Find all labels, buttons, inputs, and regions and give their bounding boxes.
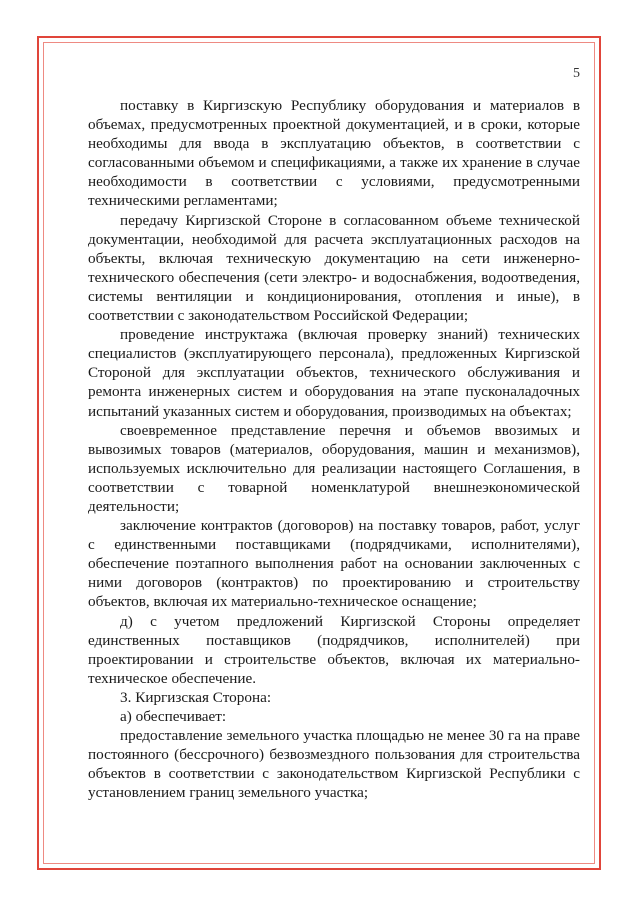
paragraph-land-plot: предоставление земельного участка площадью не менее 30 га на праве постоянного (бессрочного) безвозмездного пользования для строительства объектов в соответствии с законодательством Киргизской Республики с установлением границ земельного участка; (88, 727, 580, 802)
paragraph-technical-documentation: передачу Киргизской Стороне в согласованном объеме технической документации, необходимой для расчета эксплуатационных расходов на объекты, включая техническую документацию на сети инженерно-технического обеспечения (сети электро- и водоснабжения, водоотведения, системы вентиляции и кондиционирования, отопления и иные), в соответствии с законодательством Российской Федерации; (88, 211, 580, 325)
paragraph-item-a: а) обеспечивает: (120, 708, 227, 725)
paragraph-goods-list: своевременное представление перечня и объемов ввозимых и вывозимых товаров (материалов, оборудования, машин и механизмов), используемых исключительно для реализации настоящего Соглашения, в соответствии с товарной номенклатурой внешнеэкономической деятельности; (88, 421, 580, 515)
paragraph-staff-instruction: проведение инструктажа (включая проверку знаний) технических специалистов (эксплуатирующего персонала), предложенных Киргизской Стороной для эксплуатации объектов, технического обслуживания и ремонта инженерных систем и оборудования на этапе пусконаладочных испытаний указанных систем и оборудования, производимых на объектах; (88, 326, 580, 420)
paragraph-equipment-supply: поставку в Киргизскую Республику оборудования и материалов в объемах, предусмотренных проектной документацией, и в сроки, которые необходимы для ввода в эксплуатацию объектов, в соответствии с согласованными объемом и спецификациями, а также их хранение в случае необходимости в соответствии с условиями, предусмотренными техническими регламентами; (88, 97, 580, 210)
paragraph-item-d: д) с учетом предложений Киргизской Стороны определяет единственных поставщиков (подрядчиков, исполнителей) при проектировании и строительстве объектов, включая их материально-техническое обеспечение. (88, 612, 580, 687)
paragraph-contracts: заключение контрактов (договоров) на поставку товаров, работ, услуг с единственными поставщиками (подрядчиками, исполнителями), обеспечение поэтапного выполнения работ на основании заключенных с ними договоров (контрактов) по проектированию и строительству объектов, включая их материально-техническое оснащение; (88, 517, 580, 611)
body-text (88, 96, 580, 802)
page-number: 5 (573, 66, 580, 81)
paragraph-section-3-heading: 3. Киргизская Сторона: (120, 688, 272, 706)
